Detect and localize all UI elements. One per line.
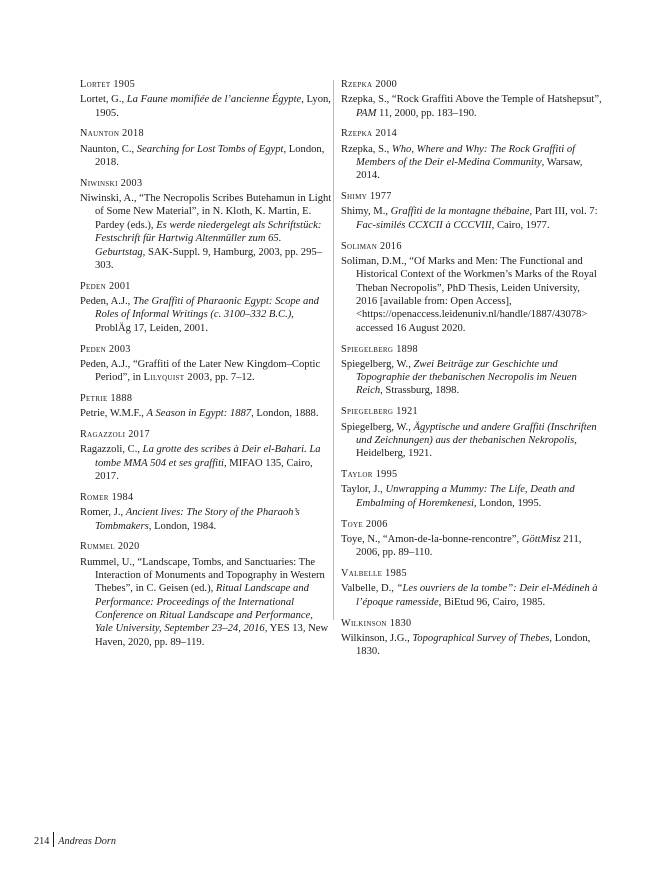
italic-title: Unwrapping a Mummy: The Life, Death and Embalming of Horemkenesi <box>356 484 575 509</box>
entry-key: Lortet 1905 <box>80 79 136 90</box>
entry-key: Rzepka 2014 <box>341 128 398 140</box>
italic-title: Searching for Lost Tombs of Egypt <box>136 143 284 155</box>
italic-title: Topographical Survey of Thebes <box>412 632 550 644</box>
bibliography-entry <box>341 468 603 510</box>
italic-title: GöttMisz <box>521 533 561 545</box>
reference-text: , London, 1888. <box>251 408 319 420</box>
italic-title: Graffiti de la montagne thébaine <box>390 206 530 218</box>
running-author: Andreas Dorn <box>58 836 116 847</box>
reference-text: Soliman, D.M., “Of Marks and Men: The Functional and Historical Context of the Workmen’s Marks of the Royal Theban Necropolis”, PhD Thesis, Leiden University, 2016 [available from: Open Access], <https://openaccess.leidenuniv.nl/handle/1887/43078> accessed 16 August 2020. <box>341 255 597 334</box>
entry-reference <box>341 205 603 232</box>
reference-text: 211, 2006, pp. 89–110. <box>356 533 582 559</box>
entry-reference <box>80 143 332 170</box>
italic-title: Who, Where and Why: The Rock Graffiti of Members of the Deir el-Medina Community <box>356 143 576 168</box>
bibliography-entry <box>341 343 603 398</box>
bibliography-entry <box>341 78 603 120</box>
reference-text: 11, 2000, pp. 183–190. <box>376 107 477 119</box>
entry-reference <box>341 421 603 461</box>
reference-text: , pp. 7–12. <box>209 372 255 384</box>
entry-reference <box>80 443 332 483</box>
reference-text: , London, 2018. <box>95 143 325 168</box>
entry-key: Wilkinson 1830 <box>341 617 412 629</box>
italic-title: La Faune momifiée de l’ancienne Égypte <box>126 94 302 106</box>
entry-key: Romer 1984 <box>80 492 134 503</box>
bibliography-entry <box>341 240 603 335</box>
entry-key: Soliman 2016 <box>341 240 402 252</box>
entry-key: Toye 2006 <box>341 518 388 530</box>
reference-text: , London, 1830. <box>356 632 591 658</box>
entry-reference <box>341 93 603 120</box>
italic-title: Zwei Beiträge zur Geschichte und Topographie der thebanischen Necropolis im Neuen Reich <box>356 358 577 397</box>
italic-title: A Season in Egypt: 1887 <box>146 408 252 420</box>
reference-text: Spiegelberg, W., <box>341 358 414 370</box>
entry-key: Peden 2003 <box>80 343 131 355</box>
reference-text: Toye, N., “Amon-de-la-bonne-rencontre”, <box>341 533 522 545</box>
entry-reference <box>341 358 603 398</box>
entry-reference <box>80 407 332 420</box>
bibliography-entry <box>341 405 603 460</box>
cross-reference: Lilyquist 2003 <box>143 372 210 384</box>
entry-key: Ragazzoli 2017 <box>80 429 150 441</box>
bibliography-entry <box>80 491 332 533</box>
italic-title: PAM <box>356 107 377 119</box>
reference-text: Rzepka, S., <box>341 143 392 155</box>
italic-title: The Graffiti of Pharaonic Egypt: Scope and Roles of Informal Writings (c. 3100–332 B.C.) <box>95 295 319 321</box>
reference-text: , Part III, vol. 7: <box>529 206 598 218</box>
reference-text: Romer, J., <box>80 507 126 519</box>
page-footer <box>34 832 116 849</box>
reference-text: Lortet, G., <box>80 94 127 106</box>
entry-key: Rzepka 2000 <box>341 79 398 90</box>
entry-reference <box>80 358 332 385</box>
reference-text: , Strassburg, 1898. <box>380 385 460 397</box>
italic-title: La grotte des scribes à Deir el-Bahari. La tombe MMA 504 et ses graffiti <box>95 444 321 469</box>
entry-key: Taylor 1995 <box>341 469 398 481</box>
entry-reference <box>80 556 332 649</box>
entry-reference <box>80 192 332 272</box>
bibliography-entry <box>80 540 332 649</box>
reference-text: , Warsaw, 2014. <box>356 157 583 182</box>
entry-reference <box>341 632 603 659</box>
italic-title: Fac-similés CCXCII à CCCVIII <box>356 219 492 231</box>
entry-reference <box>341 143 603 183</box>
reference-text: Taylor, J., <box>341 484 386 496</box>
bibliography-entry <box>341 617 603 659</box>
reference-text: , Cairo, 1977. <box>491 219 550 231</box>
entry-reference <box>80 295 332 335</box>
entry-reference <box>341 483 603 510</box>
entry-reference <box>341 255 603 335</box>
bibliography-entry <box>80 280 332 335</box>
page-number: 214 <box>34 836 50 847</box>
entry-reference <box>80 93 332 120</box>
reference-text: Rummel, U., “Landscape, Tombs, and Sanctuaries: The Interaction of Monuments and Topography in Western Thebes”, in C. Geisen (ed.), <box>80 556 325 595</box>
reference-text: , BiEtud 96, Cairo, 1985. <box>438 596 546 608</box>
entry-key: Valbelle 1985 <box>341 568 407 580</box>
bibliography-entry <box>80 343 332 385</box>
reference-text: Spiegelberg, W., <box>341 421 414 433</box>
bibliography-entry <box>341 190 603 232</box>
bibliography-entry <box>341 127 603 182</box>
entry-key: Niwinski 2003 <box>80 177 143 189</box>
bibliography-right-column <box>341 78 603 666</box>
bibliography-entry <box>80 428 332 483</box>
italic-title: Ancient lives: The Story of the Pharaoh’s Tombmakers <box>95 507 300 532</box>
entry-key: Peden 2001 <box>80 280 131 292</box>
reference-text: Naunton, C., <box>80 143 137 155</box>
italic-title: Ägyptische und andere Graffiti (Inschriften und Zeichnungen) aus der thebanischen Nekropolis <box>356 421 597 446</box>
entry-reference <box>341 582 603 609</box>
column-divider <box>333 80 334 620</box>
entry-key: Shimy 1977 <box>341 191 392 203</box>
entry-key: Petrie 1888 <box>80 393 133 405</box>
italic-title: Ritual Landscape and Performance: Proceedings of the International Conference on Ritual Landscape and Performance, Yale University, September 23–24, 2016 <box>95 583 313 635</box>
bibliography-left-column <box>80 78 332 657</box>
bibliography-entry <box>80 127 332 169</box>
reference-text: Shimy, M., <box>341 206 391 218</box>
bibliography-entry <box>341 518 603 560</box>
reference-text: , Lyon, 1905. <box>95 94 331 119</box>
entry-key: Naunton 2018 <box>80 128 144 140</box>
reference-text: Rzepka, S., “Rock Graffiti Above the Temple of Hatshepsut”, <box>341 94 602 106</box>
entry-reference <box>80 506 332 533</box>
entry-key: Spiegelberg 1898 <box>341 343 418 355</box>
reference-text: Wilkinson, J.G., <box>341 632 413 644</box>
entry-key: Rummel 2020 <box>80 541 140 553</box>
bibliography-entry <box>341 567 603 609</box>
entry-reference <box>341 533 603 560</box>
reference-text: , ProblÄg 17, Leiden, 2001. <box>95 309 294 334</box>
reference-text: , London, 1995. <box>473 497 542 509</box>
reference-text: , SAK-Suppl. 9, Hamburg, 2003, pp. 295–303. <box>95 246 322 271</box>
italic-title: “Les ouvriers de la tombe”: Deir el-Médineh à l’époque ramesside <box>356 583 598 608</box>
reference-text: , Heidelberg, 1921. <box>356 434 577 460</box>
entry-key: Spiegelberg 1921 <box>341 406 418 418</box>
reference-text: Niwinski, A., “The Necropolis Scribes Butehamun in Light of Some New Material”, in N. Kloth, K. Martin, E. Pardey (eds.), <box>80 193 332 231</box>
italic-title: Es werde niedergelegt als Schriftstück: Festschrift für Hartwig Altenmüller zum 65. Geburtstag <box>95 219 322 258</box>
reference-text: , MIFAO 135, Cairo, 2017. <box>95 457 313 483</box>
footer-separator <box>53 832 54 847</box>
reference-text: , London, 1984. <box>148 520 217 532</box>
reference-text: Valbelle, D., <box>341 583 397 595</box>
reference-text: Ragazzoli, C., <box>80 444 143 456</box>
reference-text: Peden, A.J., <box>80 295 133 307</box>
reference-text: Peden, A.J., “Graffiti of the Later New Kingdom–Coptic Period”, in <box>80 358 321 384</box>
bibliography-entry <box>80 392 332 421</box>
reference-text: , YES 13, New Haven, 2020, pp. 89–119. <box>95 623 329 648</box>
bibliography-entry <box>80 78 332 120</box>
reference-text: Petrie, W.M.F., <box>80 408 147 420</box>
bibliography-entry <box>80 177 332 272</box>
